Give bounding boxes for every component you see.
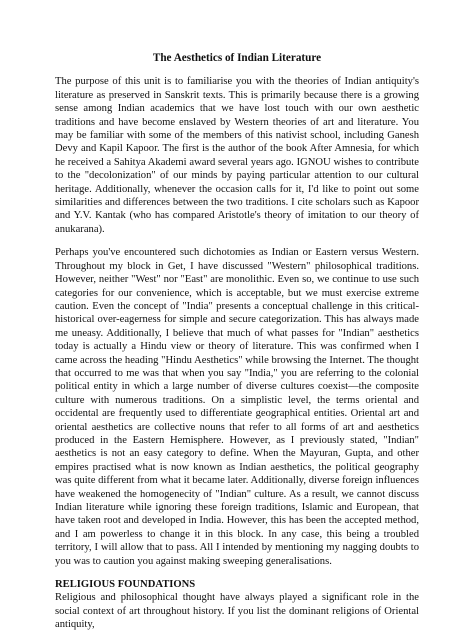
paragraph-dichotomies: Perhaps you've encountered such dichotomies as Indian or Eastern versus Western. Throughout my block in Get, I have discussed "Western" philosophical traditions. However, neither "West" nor "East" are monolithic. Even so, we continue to use such categories for our convenience, which is acceptable, but we must exercise extreme caution. Even the concept of "India" presents a conceptual challenge in this critical-historical over-eagerness for simple and secure categorization. This has always made me uneasy. Additionally, I believe that much of what passes for "Indian" aesthetics today is actually a Hindu view or theory of literature. This was confirmed when I came across the heading "Hindu Aesthetics" while browsing the Internet. The thought that occurred to me was that when you say "India," you are referring to the colonial political entity in which a large number of diverse cultures coexist—the composite culture with numerous traditions. On a simplistic level, the terms oriental and occidental are frequently used to differentiate geographical entities. Oriental art and oriental aesthetics are collective nouns that refer to all forms of art and aesthetics produced in the Eastern Hemisphere. However, as I previously stated, "Indian" aesthetics is not an easy category to define. When the Mayuran, Gupta, and other empires practised what is now known as Indian aesthetics, the political geography was quite different from what it became later. Additionally, diverse foreign influences have weakened the homogenecity of "Indian" culture. As a result, we cannot discuss Indian literature while ignoring these foreign traditions, Islamic and European, that have taken root and developed in India. However, this has been the accepted method, and I am powerless to change it in this block. In any case, this being a troubled territory, I will allow that to pass. All I intended by mentioning my nagging doubts to you was to caution you against making sweeping generalisations.	[55, 247, 419, 567]
section-heading: RELIGIOUS FOUNDATIONS	[55, 579, 196, 591]
document-page	[55, 52, 419, 632]
document-title: The Aesthetics of Indian Literature	[152, 52, 322, 64]
paragraph-religious: Religious and philosophical thought have always played a significant role in the social context of art throughout history. If you list the dominant religions of Oriental antiquity,	[55, 592, 419, 631]
paragraph-intro: The purpose of this unit is to familiarise you with the theories of Indian antiquity's literature as preserved in Sanskrit texts. This is primarily because there is a growing sense among Indian academics that we have lost touch with our own aesthetic traditions and have become enslaved by Western theories of art and literature. You may be familiar with some of the members of this nativist school, including Ganesh Devy and Kapil Kapoor. The first is the author of the book After Amnesia, for which he received a Sahitya Akademi award several years ago. IGNOU wishes to contribute to the "decolonization" of our minds by paying particular attention to our cultural heritage. Additionally, whenever the occasion calls for it, I'd like to point out some similarities and differences between the two traditions. I cite scholars such as Kapoor and Y.V. Kantak (who has compared Aristotle's theory of imitation to our theory of anukarana).	[55, 76, 419, 235]
